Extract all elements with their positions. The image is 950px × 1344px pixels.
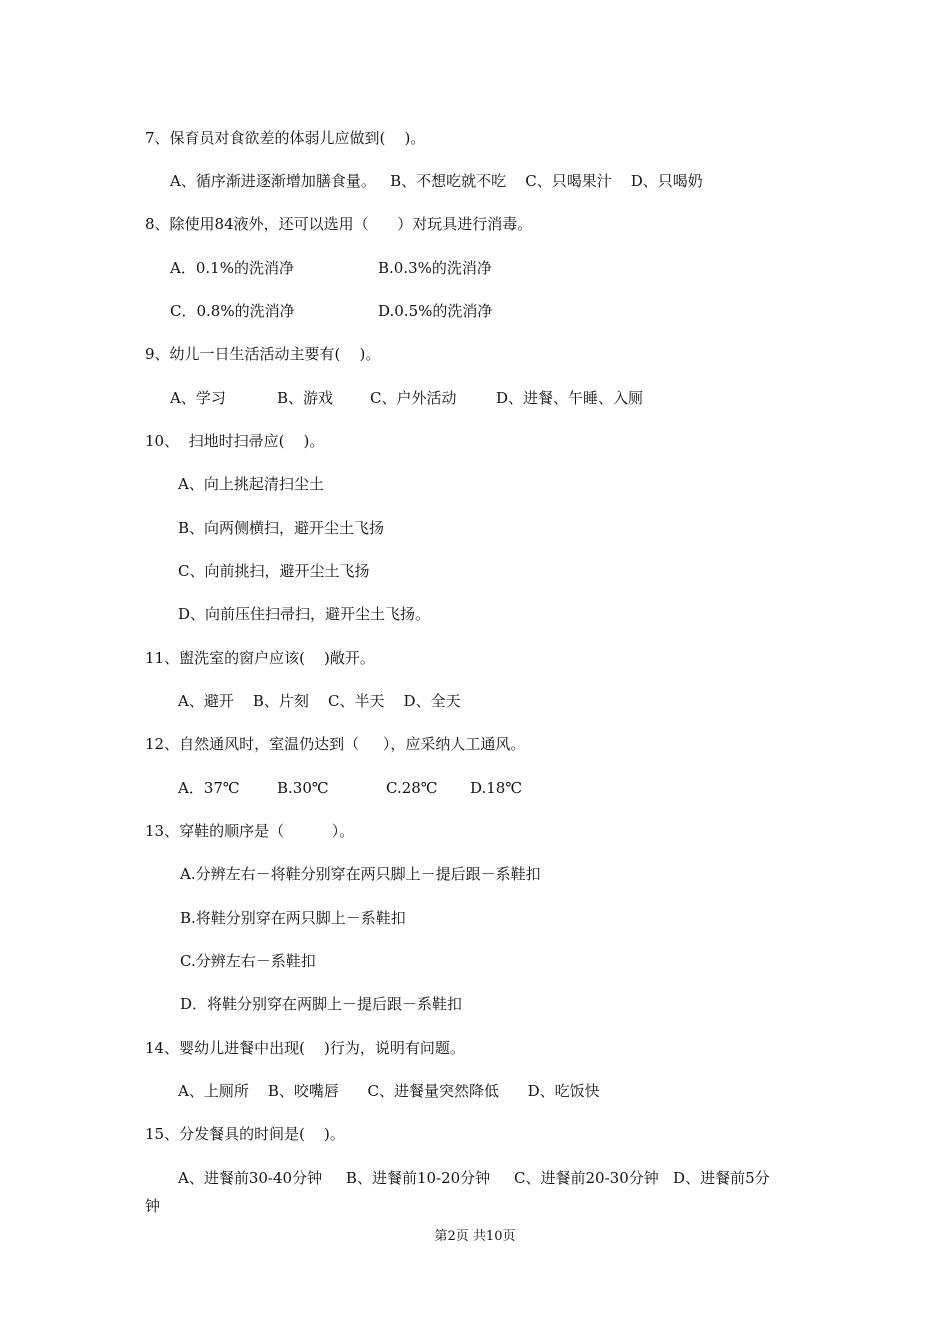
question-9: 9、幼儿一日生活活动主要有( )。 bbox=[145, 345, 381, 363]
option-13a: A.分辨左右－将鞋分别穿在两只脚上－提后跟－系鞋扣 bbox=[180, 865, 541, 883]
option-12a: A．37℃ bbox=[178, 779, 240, 797]
question-11-options: A、避开 B、片刻 C、半天 D、全天 bbox=[178, 692, 461, 710]
option-10a: A、向上挑起清扫尘土 bbox=[178, 475, 324, 493]
question-12: 12、自然通风时，室温仍达到（ ），应采纳人工通风。 bbox=[145, 735, 526, 753]
option-10b: B、向两侧横扫，避开尘土飞扬 bbox=[178, 519, 385, 537]
option-8c: C．0.8%的洗消净 bbox=[170, 302, 295, 320]
question-14: 14、婴幼儿进餐中出现( )行为，说明有问题。 bbox=[145, 1039, 465, 1057]
question-7-options: A、循序渐进逐渐增加膳食量。 B、不想吃就不吃 C、只喝果汁 D、只喝奶 bbox=[170, 172, 703, 190]
option-12c: C.28℃ bbox=[386, 779, 438, 797]
option-9d: D、进餐、午睡、入厕 bbox=[496, 389, 644, 407]
question-15-options-continued: 钟 bbox=[145, 1197, 161, 1215]
option-8b: B.0.3%的洗消净 bbox=[378, 259, 492, 277]
option-13c: C.分辨左右－系鞋扣 bbox=[180, 952, 316, 970]
question-13: 13、穿鞋的顺序是（ ）。 bbox=[145, 822, 355, 840]
option-12d: D.18℃ bbox=[470, 779, 523, 797]
option-13b: B.将鞋分别穿在两只脚上－系鞋扣 bbox=[180, 909, 406, 927]
question-7: 7、保育员对食欲差的体弱儿应做到( )。 bbox=[145, 129, 426, 147]
option-13d: D．将鞋分别穿在两脚上－提后跟－系鞋扣 bbox=[180, 995, 463, 1013]
option-9b: B、游戏 bbox=[277, 389, 334, 407]
option-10c: C、向前挑扫，避开尘土飞扬 bbox=[178, 562, 370, 580]
option-9c: C、户外活动 bbox=[370, 389, 457, 407]
question-14-options: A、上厕所 B、咬嘴唇 C、进餐量突然降低 D、吃饭快 bbox=[178, 1082, 600, 1100]
option-8a: A．0.1%的洗消净 bbox=[170, 259, 294, 277]
question-8: 8、除使用84液外，还可以选用（ ）对玩具进行消毒。 bbox=[145, 215, 533, 233]
question-10: 10、 扫地时扫帚应( )。 bbox=[145, 432, 325, 450]
option-12b: B.30℃ bbox=[277, 779, 329, 797]
option-9a: A、学习 bbox=[170, 389, 226, 407]
question-15: 15、分发餐具的时间是( )。 bbox=[145, 1125, 345, 1143]
question-15-options: A、进餐前30-40分钟 B、进餐前10-20分钟 C、进餐前20-30分钟 D、进餐前5分 bbox=[178, 1169, 770, 1187]
question-11: 11、盥洗室的窗户应该( )敞开。 bbox=[145, 649, 375, 667]
page-number: 第2页 共10页 bbox=[434, 1229, 516, 1244]
option-8d: D.0.5%的洗消净 bbox=[378, 302, 493, 320]
option-10d: D、向前压住扫帚扫，避开尘土飞扬。 bbox=[178, 605, 431, 623]
